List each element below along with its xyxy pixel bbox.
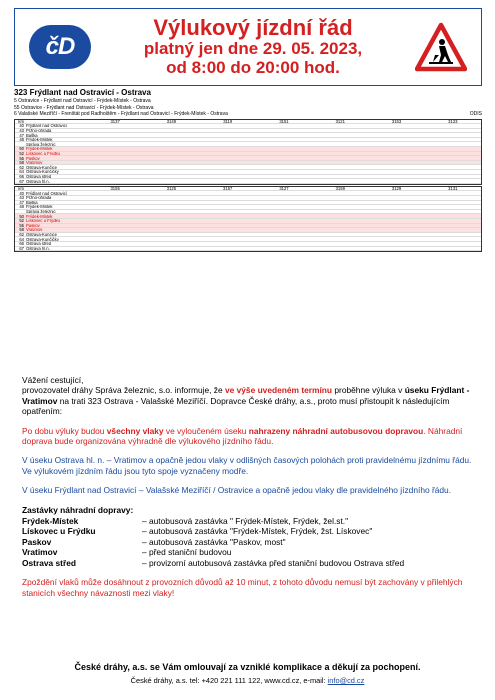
p1-text-d: úseku Frýdlant - Vratimov	[22, 385, 470, 406]
train-number: 3125	[166, 186, 177, 192]
timetable-grid-direction-1	[14, 119, 482, 185]
stop-description: – autobusová zastávka "Paskov, most"	[142, 536, 286, 547]
validity-date: platný jen dne 29. 05. 2023,	[143, 39, 363, 59]
stops-list	[22, 516, 474, 568]
station-name: Lískovec u Frýdku	[26, 218, 60, 224]
p2-text-a: Po dobu výluky budou	[22, 425, 107, 436]
station-name: Baška	[26, 133, 38, 138]
p2-text-d: nahrazeny náhradní autobusovou dopravou	[248, 425, 424, 436]
paragraph-replacement-bus	[22, 426, 474, 447]
station-km: 58	[19, 160, 24, 166]
route-2: 55 Ostravice - Frýdlant nad Ostravicí - Frýdek-Místek - Ostrava	[14, 104, 154, 111]
p2-text-c: ve vyloučeném úseku	[163, 425, 249, 436]
station-km: 47	[19, 133, 24, 138]
station-name: Frýdek-Místek	[26, 147, 53, 152]
stop-name: Ostrava střed	[22, 557, 76, 568]
route-3: 6 Valašské Meziříčí - Frenštát pod Radhoštěm - Frýdlant nad Ostravicí - Frýdek-Místek - Ostrava	[14, 111, 228, 117]
train-number: 3159	[335, 186, 345, 192]
train-number: 3153	[391, 119, 402, 124]
timetable-routes	[14, 98, 482, 118]
p2-text-e: . Náhradní doprava bude organizována výhradně dle výlukového jízdního řádu.	[22, 425, 463, 447]
station-km: 52	[19, 151, 24, 156]
station-name: Frýdek-Místek	[26, 205, 53, 210]
stop-name: Paskov	[22, 536, 52, 547]
stop-description: – autobusová zastávka "Frýdek-Místek, Frýdek, žst. Lískovec"	[142, 526, 373, 537]
p1-text-a: provozovatel dráhy Správa železnic, s.o. informuje, že	[22, 385, 225, 396]
station-name: Frýdlant nad Ostravicí	[26, 124, 67, 129]
station-name: Frýdek-Místek	[26, 214, 53, 219]
title-block	[91, 16, 415, 78]
footer-apology: České dráhy, a.s. se Vám omlouvají za vzniklé komplikace a děkují za pochopení.	[74, 662, 421, 672]
route-1: 5 Ostravice - Frýdlant nad Ostravicí - Frýdek-Místek - Ostrava	[14, 98, 151, 104]
train-number: 3131	[448, 186, 458, 192]
train-number: 3119	[223, 119, 233, 124]
stop-name: Vratimov	[22, 547, 58, 558]
stop-item	[22, 547, 474, 557]
p1-text-c: proběhne výluka v	[332, 385, 405, 396]
station-name: Lískovec u Frýdku	[26, 151, 60, 156]
station-km: 43	[19, 128, 24, 133]
station-km: 50	[19, 147, 24, 152]
station-name: Frýdlant nad Ostravicí	[26, 191, 67, 196]
paragraph-regular-service: V úseku Frýdlant nad Ostravicí – Valašské Meziříčí / Ostravice a opačně jedou vlaky dle pravidelného jízdního řádu.	[22, 485, 452, 496]
station-km: 67	[19, 179, 24, 184]
stop-description: – před staniční budovou	[142, 547, 232, 558]
station-name: Ostrava-Kunčičky	[26, 170, 59, 175]
station-name: Ostrava hl.n.	[26, 246, 50, 251]
email-link[interactable]: info@cd.cz	[327, 676, 365, 685]
train-number: 3155	[110, 186, 120, 192]
station-name: Pržno-ohrada	[26, 196, 52, 201]
timetable-header-row: km 3155 3125 3157 3127 3159 3129 3131	[15, 187, 481, 192]
station-km: 64	[19, 170, 24, 175]
station-name: Ostrava-Kunčice	[26, 232, 57, 238]
train-number: 3157	[223, 186, 233, 192]
train-number: 3123	[448, 119, 458, 124]
greeting-text: Vážení cestující,	[22, 375, 84, 385]
timetable-line-title: 323 Frýdlant nad Ostravicí - Ostrava	[14, 88, 151, 97]
station-km: 43	[19, 196, 24, 201]
station-name: Paskov	[26, 223, 40, 228]
station-km: 40	[19, 124, 24, 129]
p1-text-e: na trati 323 Ostrava - Valašské Meziříčí. Dopravce České dráhy, a.s., proto musí přistoupit k následujícím opatřením:	[22, 395, 450, 417]
station-km: 47	[19, 200, 24, 205]
p2-text-b: všechny vlaky	[106, 425, 164, 436]
station-name: Vratimov	[26, 160, 43, 166]
train-number: 3151	[279, 119, 289, 124]
stop-description: – provizorní autobusová zastávka před staniční budovou Ostrava střed	[142, 557, 405, 568]
page-title: Výlukový jízdní řád	[153, 15, 353, 41]
station-name: Správa železnic	[26, 142, 56, 147]
station-km: 48	[19, 137, 24, 143]
train-number: 3127	[279, 186, 289, 192]
odis-label: ODIS	[469, 111, 482, 117]
paragraph-changed-times: V úseku Ostrava hl. n. – Vratimov a opačně jedou vlaky v odlišných časových polohách proti pravidelnému jízdnímu řádu. Ve výlukovém jízdním řádu jsou tyto spoje vyznačeny modře.	[22, 455, 472, 476]
station-name: Ostrava střed	[26, 241, 52, 247]
train-number: 3129	[391, 186, 402, 192]
timetable-grid-direction-2	[14, 186, 482, 252]
validity-time: od 8:00 do 20:00 hod.	[166, 58, 340, 78]
train-number: 3149	[166, 119, 177, 124]
p1-text-b: ve výše uvedeném termínu	[224, 385, 333, 396]
station-km: 50	[19, 214, 24, 219]
cd-logo	[29, 25, 91, 69]
train-number: 3137	[110, 119, 120, 124]
stop-item	[22, 526, 474, 536]
station-km: 67	[19, 246, 24, 251]
station-km: 64	[19, 237, 24, 242]
station-km: 52	[19, 218, 24, 224]
station-name: Baška	[26, 200, 38, 205]
timetable-header-row: km 3137 3149 3119 3151 3121 3153 3123	[15, 120, 481, 125]
station-name: Pržno-ohrada	[26, 128, 52, 133]
station-name: Správa železnic	[26, 209, 56, 215]
station-km: 55	[19, 223, 24, 228]
stop-name: Lískovec u Frýdku	[22, 526, 96, 537]
timetable-row	[15, 247, 481, 252]
station-km: 55	[19, 156, 24, 161]
greeting	[22, 375, 474, 417]
cd-logo-text: čD	[45, 33, 75, 60]
timetable-row	[15, 179, 481, 184]
station-km: 48	[19, 205, 24, 210]
footer-contact	[0, 676, 495, 685]
station-km: 66	[19, 241, 24, 247]
station-km: 58	[19, 228, 24, 233]
station-name: Vratimov	[26, 228, 43, 233]
header-banner	[14, 8, 482, 86]
station-name: Ostrava hl.n.	[26, 179, 50, 184]
timetable	[14, 88, 482, 370]
station-name: Ostrava-Kunčice	[26, 165, 57, 170]
stop-description: – autobusová zastávka " Frýdek-Místek, Frýdek, žel.st."	[142, 516, 349, 527]
station-km: 66	[19, 174, 24, 179]
delay-note: Zpoždění vlaků může dosáhnout z provozních důvodů až 10 minut, z tohoto důvodu nemusí být zachovány v přilehlých stanicích všechny návaznosti mezi vlaky!	[22, 577, 463, 598]
stop-name: Frýdek-Místek	[22, 516, 79, 527]
station-name: Ostrava-Kunčičky	[26, 237, 59, 242]
footer-contact-text: České dráhy, a.s. tel: +420 221 111 122, www.cd.cz, e-mail:	[130, 676, 328, 685]
station-km: 40	[19, 191, 24, 196]
station-name: Ostrava střed	[26, 174, 52, 179]
stop-item	[22, 516, 474, 526]
station-km: 62	[19, 165, 24, 170]
station-name: Frýdek-Místek	[26, 137, 53, 143]
station-name: Paskov	[26, 156, 40, 161]
stops-title: Zastávky náhradní dopravy:	[22, 504, 134, 515]
stop-item	[22, 558, 474, 568]
stop-item	[22, 537, 474, 547]
notice-body	[22, 375, 474, 607]
roadworks-warning-icon	[415, 22, 467, 72]
train-number: 3121	[335, 119, 345, 124]
station-km: 62	[19, 232, 24, 238]
